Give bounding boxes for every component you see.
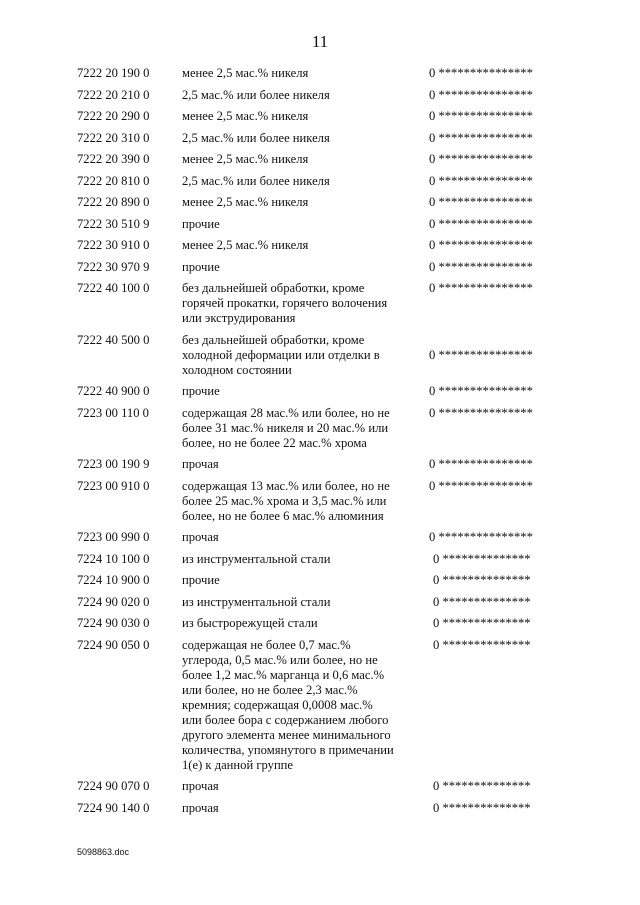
- duty-rate: 0 ***************: [429, 478, 533, 493]
- table-row: [0, 238, 640, 260]
- goods-description: менее 2,5 мас.% никеля: [182, 152, 309, 166]
- table-row: [0, 88, 640, 110]
- duty-rate: 0 ***************: [429, 66, 533, 80]
- duty-rate: 0 ***************: [429, 130, 533, 145]
- duty-rate: 0 ***************: [429, 530, 533, 544]
- goods-description: менее 2,5 мас.% никеля: [182, 66, 309, 80]
- table-row: [0, 333, 640, 385]
- document-filename: 5098863.doc: [77, 847, 130, 857]
- tariff-code: 7222 30 970 9: [77, 259, 150, 274]
- table-row: [0, 530, 640, 552]
- tariff-code: 7223 00 190 9: [77, 457, 150, 471]
- table-row: [0, 573, 640, 595]
- duty-rate: 0 **************: [433, 551, 531, 566]
- duty-rate: 0 ***************: [429, 457, 533, 471]
- duty-rate: 0 ***************: [429, 173, 533, 188]
- tariff-code: 7223 00 990 0: [77, 530, 150, 544]
- goods-description: прочая: [182, 457, 219, 471]
- duty-rate: 0 **************: [433, 800, 531, 815]
- goods-description: прочие: [182, 384, 220, 398]
- tariff-code: 7222 40 100 0: [77, 281, 150, 295]
- table-row: [0, 109, 640, 131]
- duty-rate: 0 ***************: [429, 384, 533, 398]
- tariff-code: 7224 90 030 0: [77, 616, 150, 630]
- goods-description: без дальнейшей обработки, кроме горячей прокатки, горячего волочения или экструдирования: [182, 281, 388, 325]
- table-row: [0, 217, 640, 239]
- goods-description: 2,5 мас.% или более никеля: [182, 130, 330, 145]
- tariff-code: 7224 10 900 0: [77, 573, 150, 587]
- table-row: [0, 595, 640, 617]
- goods-description: прочие: [182, 216, 220, 231]
- table-row: [0, 638, 640, 780]
- tariff-code: 7222 20 290 0: [77, 109, 150, 123]
- duty-rate: 0 ***************: [429, 109, 533, 123]
- duty-rate: 0 **************: [433, 616, 531, 630]
- goods-description: из инструментальной стали: [182, 594, 331, 609]
- table-row: [0, 406, 640, 458]
- table-row: [0, 66, 640, 88]
- table-row: [0, 457, 640, 479]
- table-row: [0, 174, 640, 196]
- duty-rate: 0 ***************: [429, 281, 533, 295]
- table-row: [0, 479, 640, 531]
- tariff-code: 7222 30 910 0: [77, 238, 150, 252]
- table-row: [0, 195, 640, 217]
- duty-rate: 0 **************: [433, 637, 531, 652]
- tariff-code: 7222 20 210 0: [77, 87, 150, 102]
- duty-rate: 0 **************: [433, 594, 531, 609]
- tariff-code: 7222 40 500 0: [77, 332, 150, 347]
- tariff-code: 7222 20 390 0: [77, 152, 150, 166]
- goods-description: прочая: [182, 800, 219, 815]
- tariff-code: 7222 40 900 0: [77, 384, 150, 398]
- goods-description: менее 2,5 мас.% никеля: [182, 109, 309, 123]
- goods-description: содержащая 28 мас.% или более, но не более 31 мас.% никеля и 20 мас.% или более, но не более 22 мас.% хрома: [182, 405, 390, 450]
- duty-rate: 0 ***************: [429, 405, 533, 420]
- table-row: [0, 616, 640, 638]
- table-row: [0, 779, 640, 801]
- table-row: [0, 152, 640, 174]
- goods-description: прочие: [182, 259, 220, 274]
- goods-description: из инструментальной стали: [182, 551, 331, 566]
- page-number: 11: [311, 32, 329, 51]
- goods-description: менее 2,5 мас.% никеля: [182, 195, 309, 209]
- table-row: [0, 384, 640, 406]
- table-row: [0, 281, 640, 333]
- goods-description: 2,5 мас.% или более никеля: [182, 87, 330, 102]
- duty-rate: 0 ***************: [429, 87, 533, 102]
- tariff-code: 7224 90 020 0: [77, 594, 150, 609]
- duty-rate: 0 **************: [433, 779, 531, 793]
- goods-description: менее 2,5 мас.% никеля: [182, 238, 309, 252]
- tariff-code: 7224 90 050 0: [77, 637, 150, 652]
- tariff-code: 7224 90 140 0: [77, 800, 150, 815]
- goods-description: содержащая не более 0,7 мас.% углерода, 0,5 мас.% или более, но не более 1,2 мас.% марганца и 0,6 мас.% или более, но не более 2,3 мас.% кремния; содержащая 0,0008 мас.% или более бора с содержанием любого другого элемента менее минимального количества, упомянутого в примечании 1(е) к данной группе: [182, 637, 394, 772]
- table-row: [0, 131, 640, 153]
- goods-description: прочая: [182, 779, 219, 793]
- tariff-code: 7222 30 510 9: [77, 216, 150, 231]
- table-row: [0, 552, 640, 574]
- table-row: [0, 260, 640, 282]
- duty-rate: 0 ***************: [429, 238, 533, 252]
- tariff-code: 7222 20 810 0: [77, 173, 150, 188]
- goods-description: прочая: [182, 530, 219, 544]
- goods-description: 2,5 мас.% или более никеля: [182, 173, 330, 188]
- tariff-code: 7224 90 070 0: [77, 779, 150, 793]
- tariff-code: 7222 20 890 0: [77, 195, 150, 209]
- duty-rate: 0 ***************: [429, 152, 533, 166]
- duty-rate: 0 ***************: [429, 216, 533, 231]
- tariff-code: 7222 20 310 0: [77, 130, 150, 145]
- duty-rate: 0 **************: [433, 573, 531, 587]
- tariff-code: 7222 20 190 0: [77, 66, 150, 80]
- goods-description: без дальнейшей обработки, кроме холодной деформации или отделки в холодном состоянии: [182, 332, 380, 377]
- duty-rate: 0 ***************: [429, 195, 533, 209]
- tariff-code: 7223 00 910 0: [77, 478, 150, 493]
- tariff-code: 7223 00 110 0: [77, 405, 149, 420]
- goods-description: из быстрорежущей стали: [182, 616, 318, 630]
- duty-rate: 0 ***************: [429, 259, 533, 274]
- goods-description: прочие: [182, 573, 220, 587]
- tariff-code: 7224 10 100 0: [77, 551, 150, 566]
- duty-rate: 0 ***************: [429, 347, 533, 362]
- tariff-table: [0, 66, 640, 822]
- goods-description: содержащая 13 мас.% или более, но не более 25 мас.% хрома и 3,5 мас.% или более, но не более 6 мас.% алюминия: [182, 478, 390, 523]
- table-row: [0, 801, 640, 823]
